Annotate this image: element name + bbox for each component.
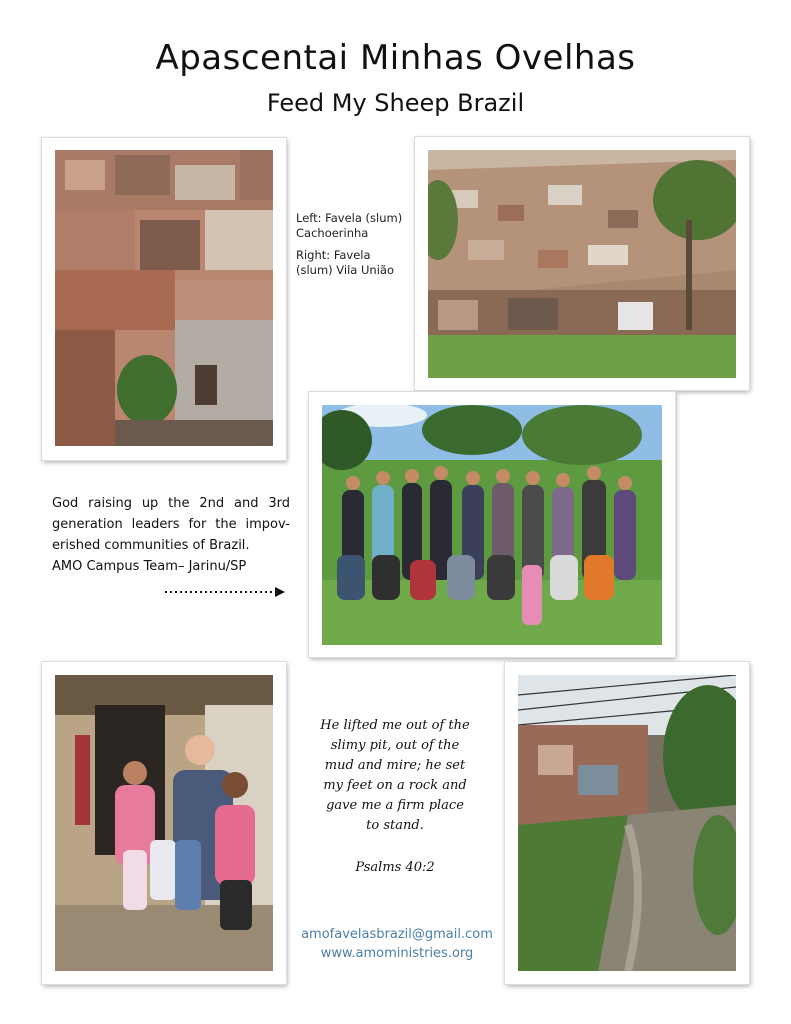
contact-email[interactable]: amofavelasbrazil@gmail.com (301, 927, 493, 942)
verse-reference: Psalms 40:2 (355, 860, 435, 875)
river-frame (505, 662, 749, 984)
polluted-stream-photo (518, 675, 736, 971)
page-title: Apascentai Minhas Ovelhas (155, 38, 636, 78)
favela-cachoeirinha-photo (55, 150, 273, 446)
amo-campus-team-photo (322, 405, 662, 645)
favela-right-frame (415, 137, 749, 390)
team-description: God raising up the 2nd and 3rd generation leaders for the impov-erished communities of Brazil. (52, 496, 290, 553)
family-in-favela-photo (55, 675, 273, 971)
caption-right: Right: Favela (slum) Vila União (296, 248, 394, 277)
dotted-arrow-icon (165, 584, 285, 598)
page-subtitle: Feed My Sheep Brazil (266, 89, 525, 117)
family-frame (42, 662, 286, 984)
team-frame (309, 392, 675, 657)
team-location: AMO Campus Team– Jarinu/SP (52, 559, 247, 574)
contact-website[interactable]: www.amoministries.org (320, 946, 474, 961)
caption-left: Left: Favela (slum) Cachoerinha (296, 211, 403, 240)
bible-verse: He lifted me out of the slimy pit, out of the mud and mire; he set my feet on a rock and gave me a firm place to stand. (320, 718, 470, 833)
favela-vila-uniao-photo (428, 150, 736, 378)
favela-left-frame (42, 138, 286, 460)
